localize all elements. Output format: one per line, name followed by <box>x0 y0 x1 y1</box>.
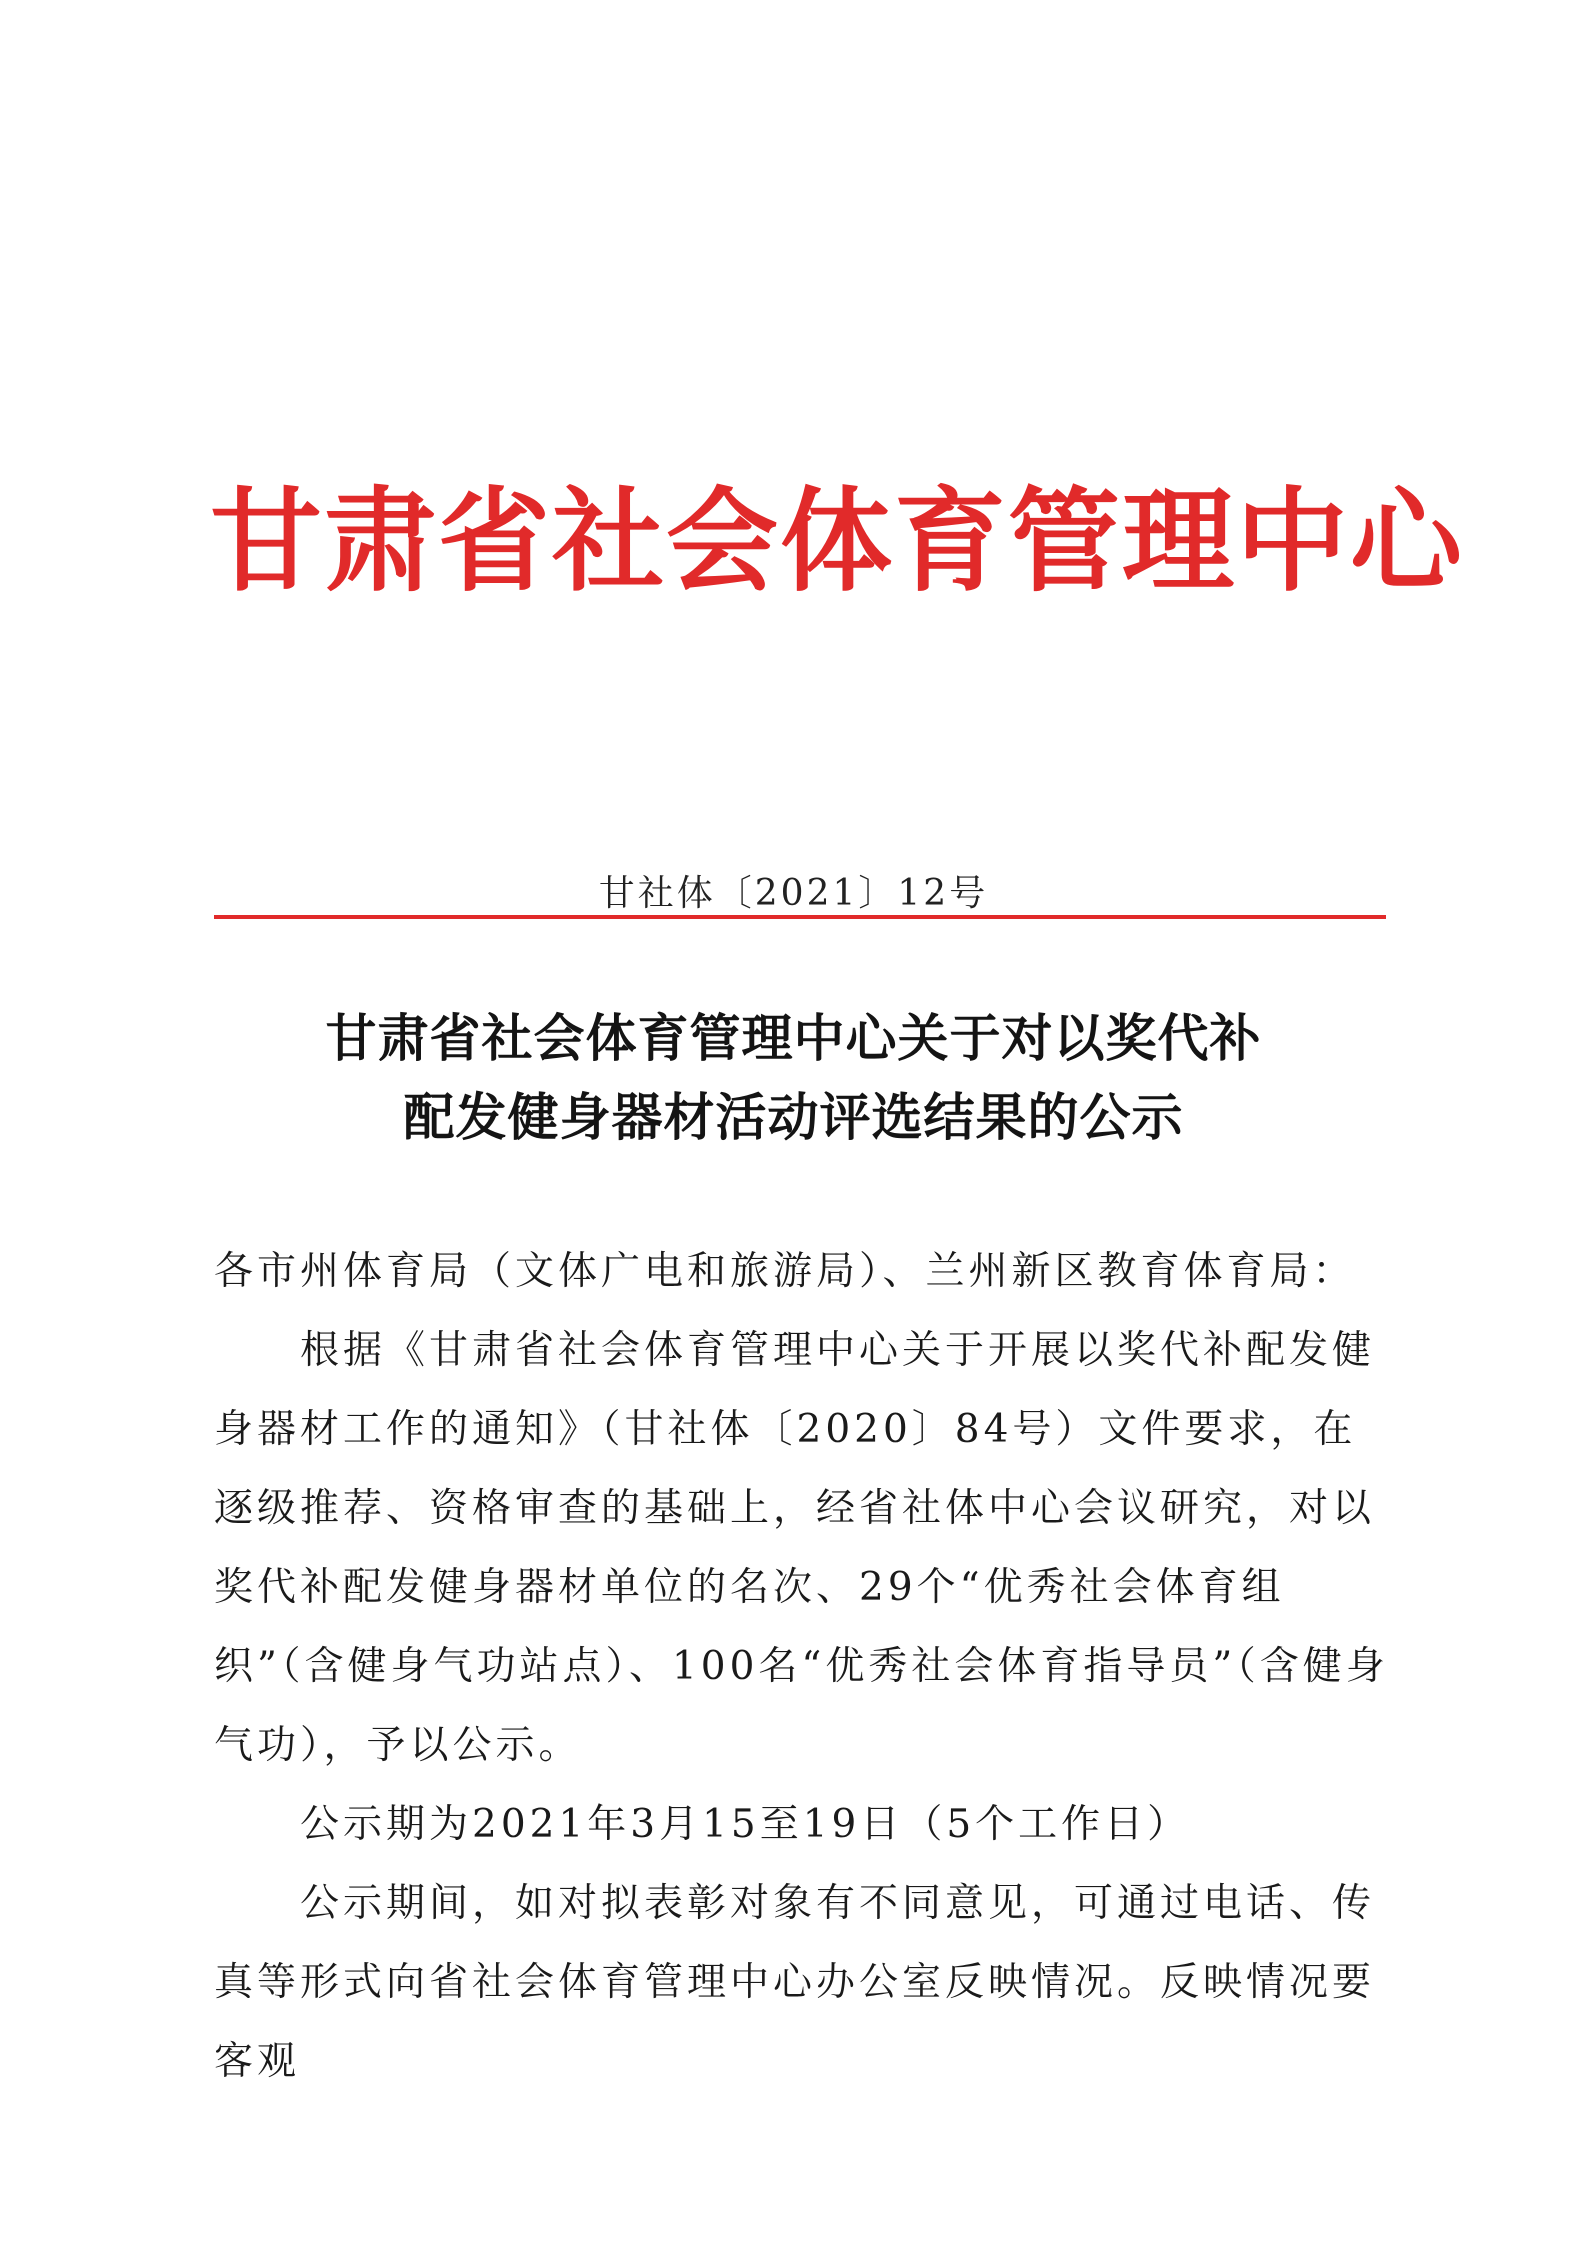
document-title <box>0 1000 1587 1158</box>
document-number: 甘社体〔2021〕12号 <box>598 873 989 914</box>
red-divider-line <box>214 915 1386 919</box>
body-paragraph-1: 根据《甘肃省社会体育管理中心关于开展以奖代补配发健身器材工作的通知》（甘社体〔2020〕84号）文件要求，在逐级推荐、资格审查的基础上，经省社体中心会议研究，对以奖代补配发健身器材单位的名次、29个“优秀社会体育组织”（含健身气功站点）、100名“优秀社会体育指导员”（含健身气功），予以公示。 <box>214 1328 1389 1768</box>
title-line-2: 配发健身器材活动评选结果的公示 <box>403 1088 1184 1149</box>
body-paragraph-2: 公示期为2021年3月15至19日（5个工作日） <box>300 1802 1191 1847</box>
document-body <box>214 1232 1394 2101</box>
salutation: 各市州体育局（文体广电和旅游局）、兰州新区教育体育局： <box>214 1249 1356 1294</box>
title-line-1: 甘肃省社会体育管理中心关于对以奖代补 <box>325 1009 1262 1069</box>
body-paragraph-3: 公示期间，如对拟表彰对象有不同意见，可通过电话、传真等形式向省社会体育管理中心办公室反映情况。反映情况要客观 <box>214 1881 1376 2084</box>
organization-header: 甘肃省社会体育管理中心 <box>210 476 1464 607</box>
